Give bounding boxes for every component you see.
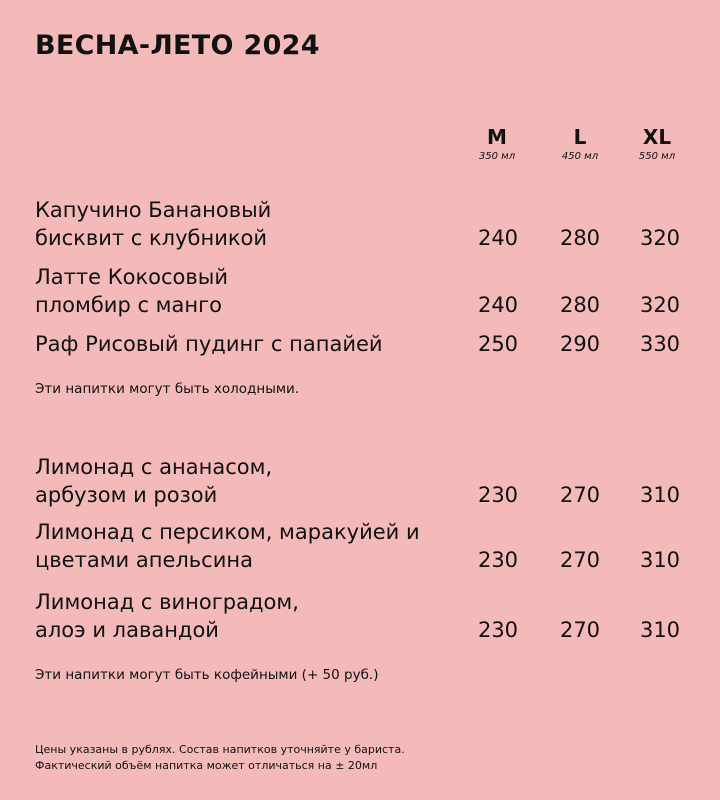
price-m: 240 [477, 226, 519, 250]
size-name: L [573, 125, 587, 149]
menu-item [35, 518, 715, 574]
price-xl: 310 [639, 548, 681, 572]
menu-item [35, 263, 715, 319]
price-m: 230 [477, 548, 519, 572]
size-volume: 350 мл [478, 151, 516, 162]
menu-item [35, 453, 715, 509]
menu-item [35, 330, 715, 358]
price-xl: 310 [639, 618, 681, 642]
size-header-m [457, 126, 537, 162]
size-header-l [540, 126, 620, 162]
price-l: 280 [559, 226, 601, 250]
price-l: 270 [559, 483, 601, 507]
price-xl: 320 [639, 293, 681, 317]
price-m: 230 [477, 483, 519, 507]
price-xl: 310 [639, 483, 681, 507]
price-l: 270 [559, 548, 601, 572]
item-name: Латте Кокосовый пломбир с манго [35, 265, 229, 317]
footnote [35, 742, 405, 774]
price-m: 250 [477, 332, 519, 356]
price-m: 230 [477, 618, 519, 642]
price-m: 240 [477, 293, 519, 317]
item-name: Раф Рисовый пудинг с папайей [35, 332, 383, 356]
price-xl: 320 [639, 226, 681, 250]
footnote-line: Цены указаны в рублях. Состав напитков уточняйте у бариста. [35, 743, 405, 756]
item-name: Лимонад с виноградом, алоэ и лавандой [35, 590, 299, 642]
price-l: 290 [559, 332, 601, 356]
size-name: XL [642, 125, 672, 149]
item-name: Капучино Банановый бисквит с клубникой [35, 198, 272, 250]
size-name: M [487, 125, 507, 149]
size-volume: 550 мл [638, 151, 676, 162]
item-name: Лимонад с персиком, маракуйей и цветами апельсина [35, 520, 420, 572]
size-header-xl [617, 126, 697, 162]
price-l: 270 [559, 618, 601, 642]
item-name: Лимонад с ананасом, арбузом и розой [35, 455, 273, 507]
coffee-note: Эти напитки могут быть холодными. [35, 381, 300, 397]
size-volume: 450 мл [561, 151, 599, 162]
menu-item [35, 196, 715, 252]
menu-item [35, 588, 715, 644]
footnote-line: Фактический объём напитка может отличаться на ± 20мл [35, 759, 378, 772]
lemonade-note: Эти напитки могут быть кофейными (+ 50 руб.) [35, 667, 379, 683]
price-xl: 330 [639, 332, 681, 356]
menu-title: ВЕСНА-ЛЕТО 2024 [35, 30, 320, 61]
price-l: 280 [559, 293, 601, 317]
